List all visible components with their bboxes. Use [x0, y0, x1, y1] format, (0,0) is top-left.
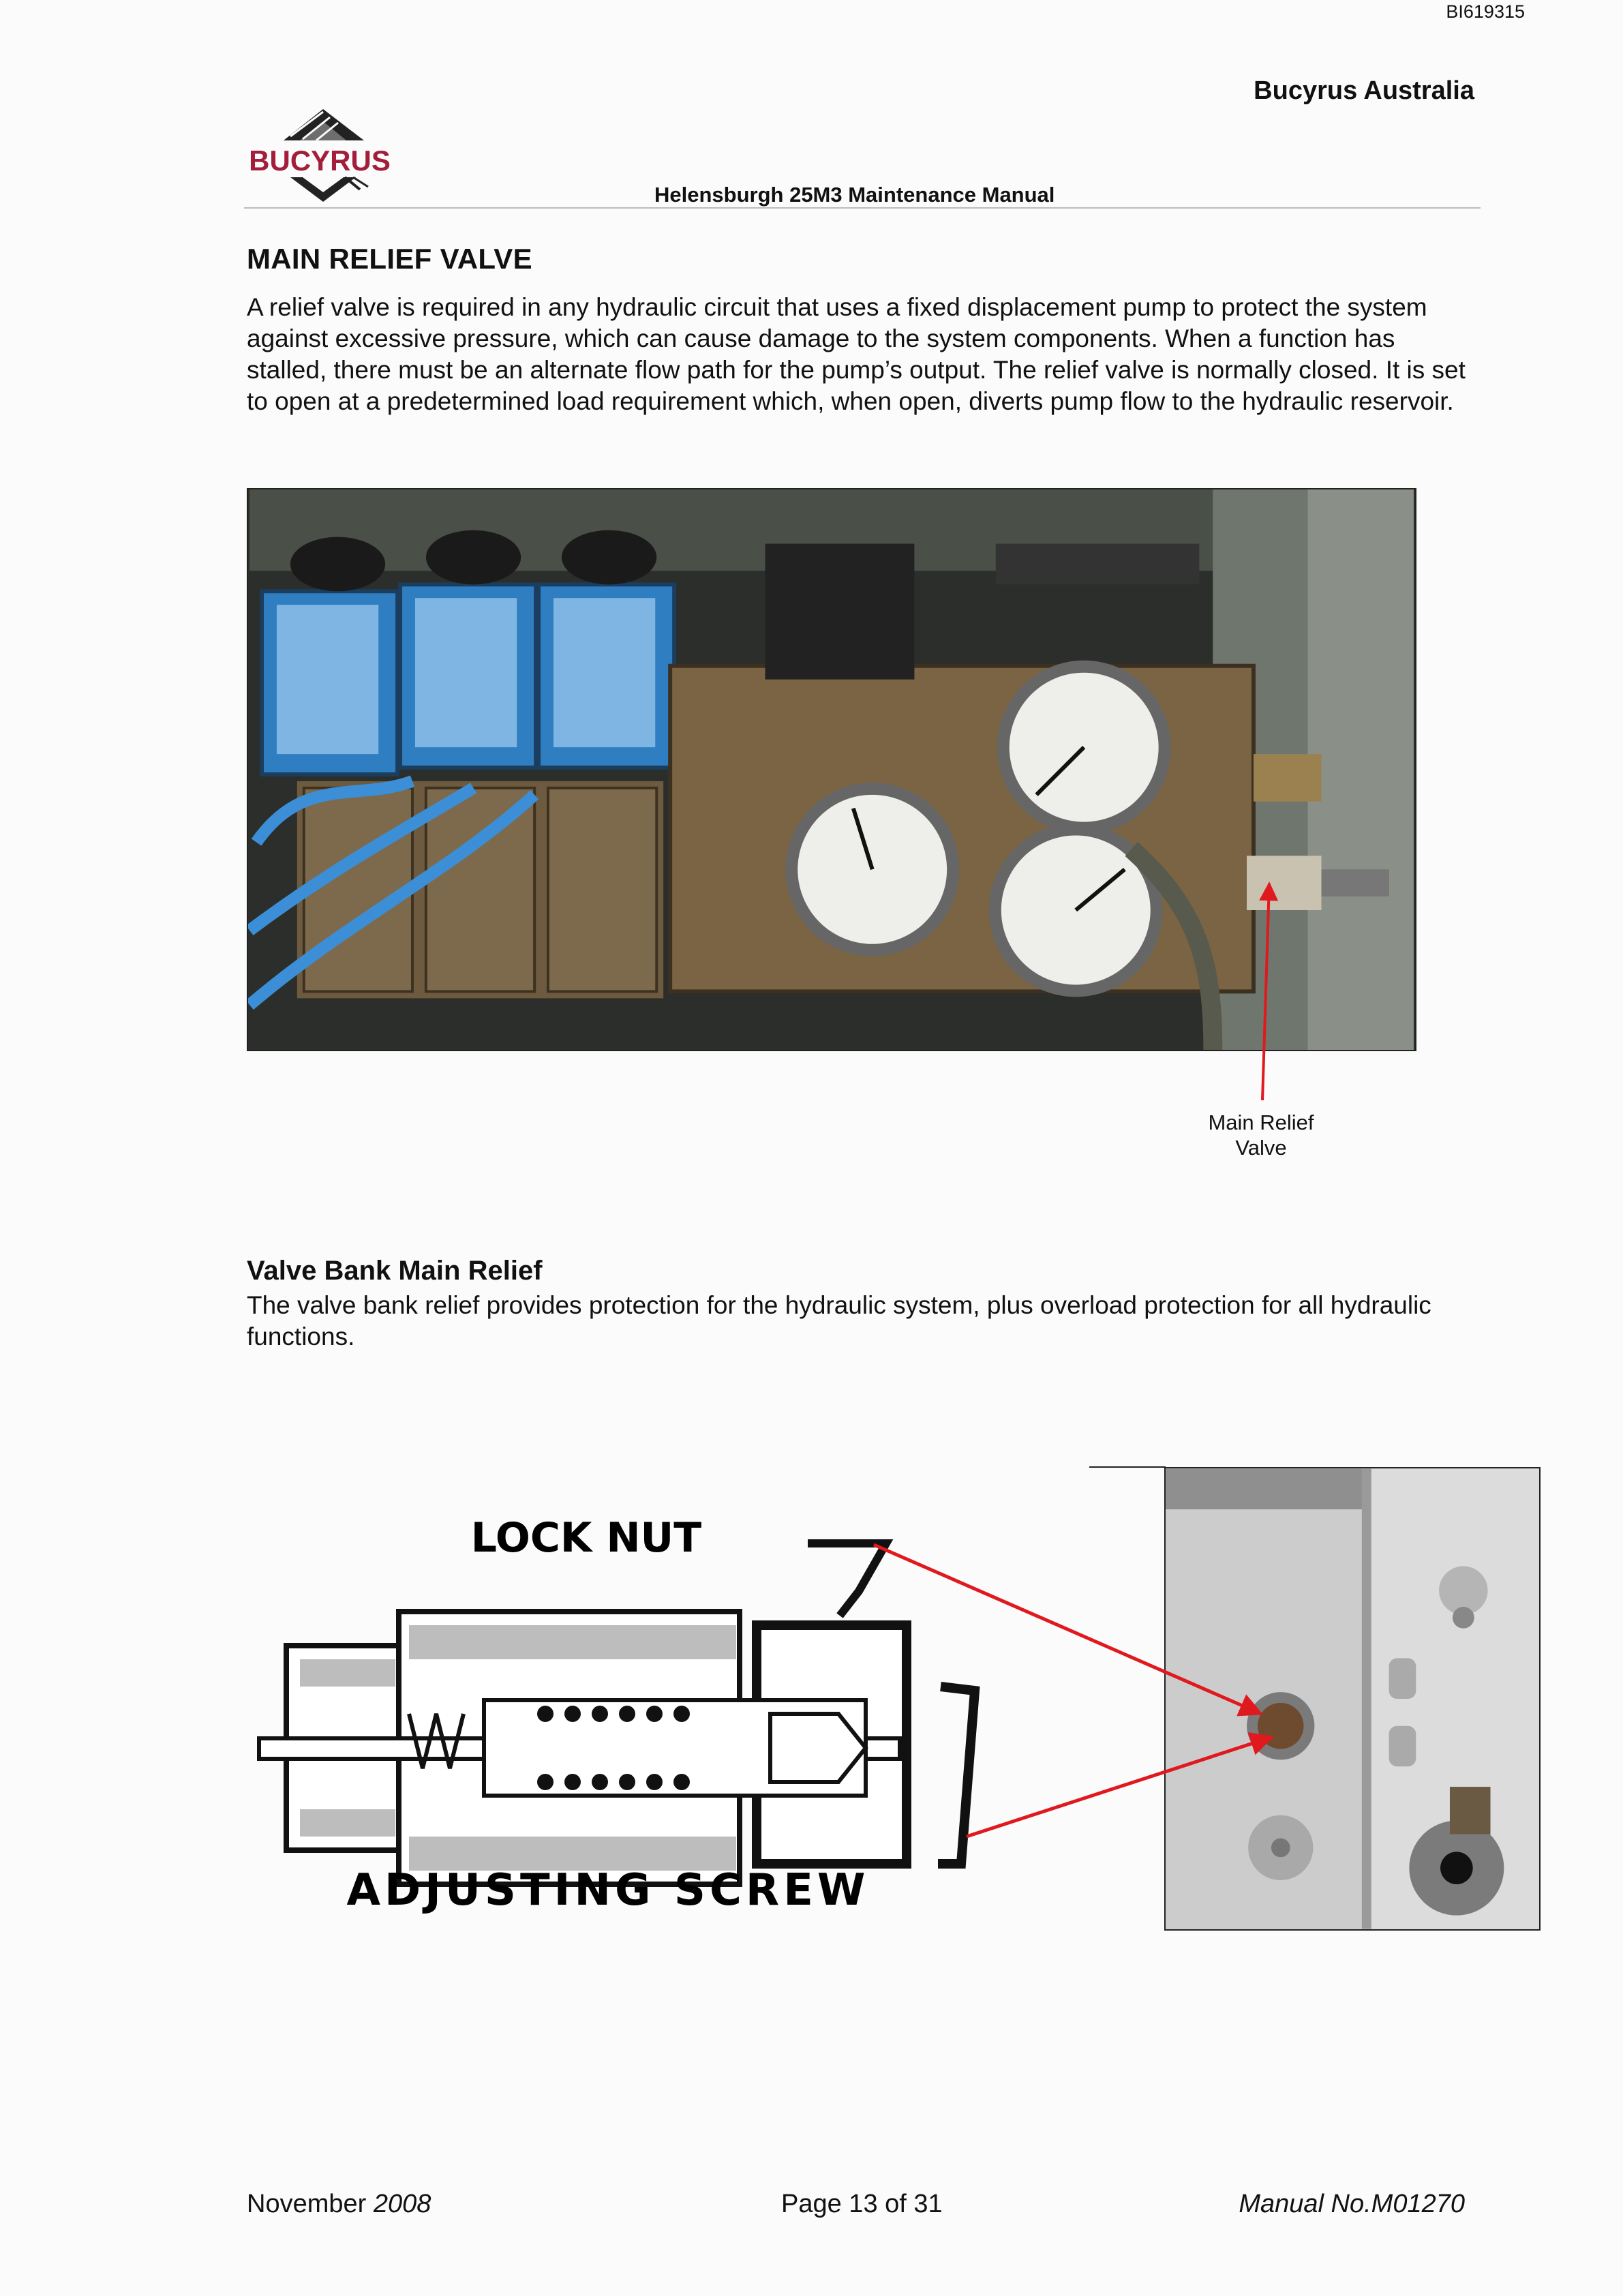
photo-caption-line1: Main Relief: [1208, 1111, 1314, 1134]
adjusting-screw-label: ADJUSTING SCREW: [346, 1865, 870, 1916]
manual-title: Helensburgh 25M3 Maintenance Manual: [654, 183, 1055, 207]
photo-caption: [1186, 1110, 1336, 1160]
photo-frame-line: [1089, 1466, 1166, 1468]
hydraulic-valve-bank-photo: [247, 488, 1416, 1051]
footer-year: 2008: [373, 2190, 431, 2218]
bucyrus-logo: [243, 106, 397, 203]
company-name: Bucyrus Australia: [1254, 76, 1474, 105]
svg-text:BUCYRUS: BUCYRUS: [249, 145, 391, 177]
footer-month: November: [247, 2190, 367, 2218]
footer-page-number: Page 13 of 31: [781, 2190, 943, 2218]
document-id: BI619315: [1446, 1, 1525, 22]
relief-valve-cutaway-diagram: [252, 1455, 1152, 1932]
valve-bank-relief-photo: [1164, 1467, 1541, 1931]
lock-nut-label: LOCK NUT: [470, 1514, 702, 1562]
subsection-title: Valve Bank Main Relief: [247, 1256, 543, 1286]
section-body: A relief valve is required in any hydraulic circuit that uses a fixed displacement pump to protect the system against excessive pressure, which can cause damage to the system components. When a function has stalled, there must be an alternate flow path for the pump’s output. The relief valve is normally closed. It is set to open at a predetermined load requirement which, when open, diverts pump flow to the hydraulic reservoir.: [247, 293, 1466, 415]
photo-caption-line2: Valve: [1235, 1136, 1287, 1160]
subsection-body: The valve bank relief provides protection for the hydraulic system, plus overload protection for all hydraulic functions.: [247, 1291, 1431, 1350]
footer-date: [247, 2190, 431, 2219]
footer-manual-number: Manual No.M01270: [1239, 2190, 1465, 2218]
header-divider: [244, 207, 1481, 209]
section-title: MAIN RELIEF VALVE: [247, 243, 532, 275]
